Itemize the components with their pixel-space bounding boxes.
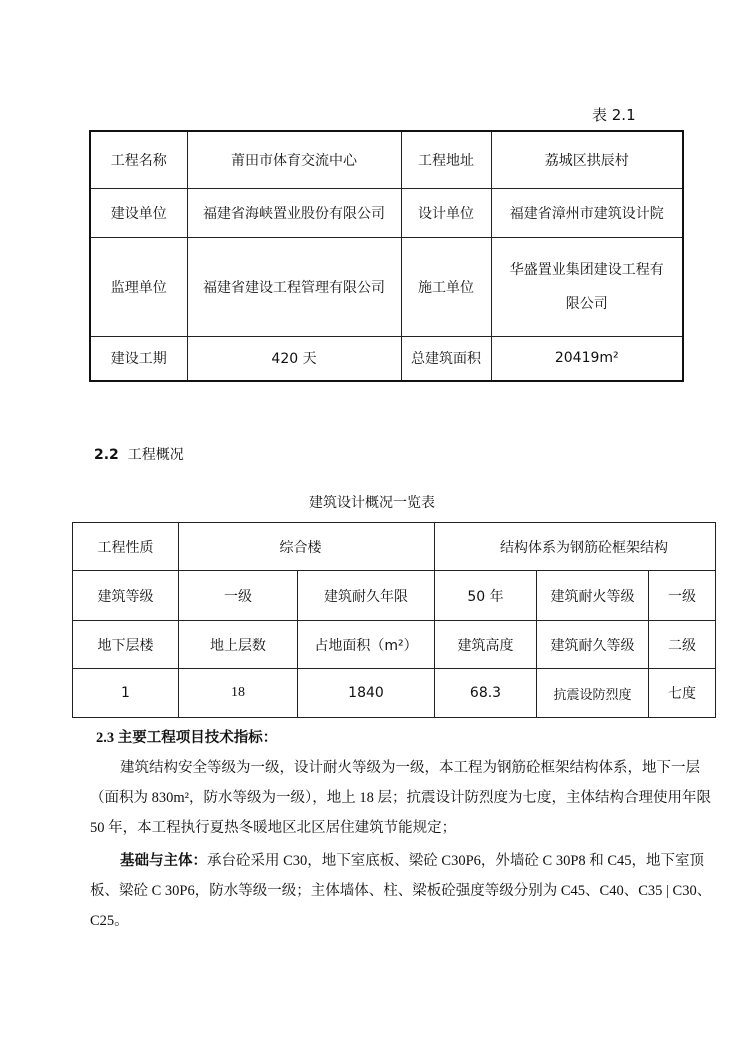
cell: 1840 [298, 669, 435, 718]
cell: 建设工期 [90, 336, 187, 381]
cell: 福建省建设工程管理有限公司 [187, 237, 401, 336]
cell: 1 [73, 669, 179, 718]
table2-caption: 建筑设计概况一览表 [309, 495, 435, 511]
cell: 工程地址 [401, 131, 491, 188]
paragraph-foundation [90, 846, 715, 936]
cell: 荔城区拱辰村 [491, 131, 683, 188]
cell: 20419m² [491, 336, 683, 381]
cell: 占地面积（m²） [298, 621, 435, 669]
design-overview-table [72, 522, 716, 718]
cell: 一级 [649, 571, 716, 621]
cell: 建筑等级 [73, 571, 179, 621]
project-info-table [89, 130, 684, 382]
cell: 二级 [649, 621, 716, 669]
cell: 420 天 [187, 336, 401, 381]
section-heading-2-3: 2.3 主要工程项目技术指标： [96, 730, 278, 746]
section-title: 工程概况 [127, 447, 184, 463]
cell: 18 [179, 669, 298, 718]
cell: 工程名称 [90, 131, 187, 188]
paragraph-text: 承台砼采用 C30，地下室底板、梁砼 C30P6，外墙砼 C 30P8 和 C45，地下室顶板、梁砼 C 30P6，防水等级一级；主体墙体、柱、梁板砼强度等级分别为 C45、C40、C35 | C30、C25。 [90, 853, 712, 929]
cell: 建筑耐久等级 [537, 621, 649, 669]
section-heading-2-2 [94, 444, 184, 464]
cell: 总建筑面积 [401, 336, 491, 381]
paragraph-specs: 建筑结构安全等级为一级，设计耐火等级为一级，本工程为钢筋砼框架结构体系，地下一层（面积为 830m²，防水等级为一级），地上 18 层；抗震设计防烈度为七度，主体结构合理使用年限 50 年，本工程执行夏热冬暖地区北区居住建筑节能规定； [90, 760, 711, 836]
cell: 抗震设防烈度 [537, 669, 649, 718]
table1-caption: 表 2.1 [592, 106, 636, 124]
paragraph-label: 基础与主体： [120, 853, 207, 869]
cell: 福建省漳州市建筑设计院 [491, 188, 683, 237]
cell: 莆田市体育交流中心 [187, 131, 401, 188]
cell: 设计单位 [401, 188, 491, 237]
cell: 七度 [649, 669, 716, 718]
cell: 一级 [179, 571, 298, 621]
cell: 监理单位 [90, 237, 187, 336]
cell: 68.3 [435, 669, 537, 718]
cell: 建筑耐久年限 [298, 571, 435, 621]
section-number: 2.2 [94, 447, 119, 463]
cell: 建筑高度 [435, 621, 537, 669]
cell: 地下层楼 [73, 621, 179, 669]
cell: 结构体系为钢筋砼框架结构 [435, 523, 716, 571]
cell: 50 年 [435, 571, 537, 621]
cell: 华盛置业集团建设工程有限公司 [491, 237, 683, 336]
cell: 建设单位 [90, 188, 187, 237]
cell: 施工单位 [401, 237, 491, 336]
cell: 工程性质 [73, 523, 179, 571]
cell: 地上层数 [179, 621, 298, 669]
cell: 建筑耐火等级 [537, 571, 649, 621]
cell: 综合楼 [179, 523, 435, 571]
cell: 福建省海峡置业股份有限公司 [187, 188, 401, 237]
